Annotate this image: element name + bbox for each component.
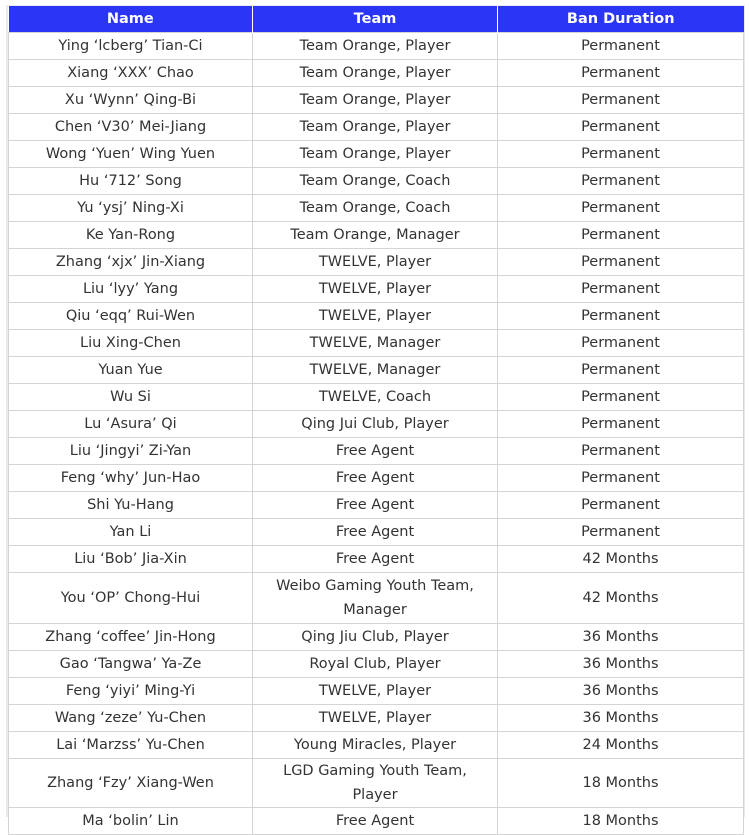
cell-name: Yan Li (9, 519, 253, 546)
table-row (9, 114, 744, 141)
cell-team: Team Orange, Coach (253, 195, 498, 222)
cell-name: Yuan Yue (9, 357, 253, 384)
cell-name: Lai ‘Marzss’ Yu-Chen (9, 732, 253, 759)
table-body (9, 33, 744, 835)
cell-team: Free Agent (253, 492, 498, 519)
cell-ban-duration: Permanent (498, 87, 744, 114)
cell-name: Chen ‘V30’ Mei-Jiang (9, 114, 253, 141)
cell-team: Free Agent (253, 808, 498, 835)
cell-name: Ke Yan-Rong (9, 222, 253, 249)
cell-ban-duration: Permanent (498, 519, 744, 546)
cell-ban-duration: Permanent (498, 249, 744, 276)
table-row (9, 60, 744, 87)
table-row (9, 492, 744, 519)
table-row (9, 384, 744, 411)
cell-name: Zhang ‘xjx’ Jin-Xiang (9, 249, 253, 276)
cell-ban-duration: Permanent (498, 195, 744, 222)
table-row (9, 573, 744, 624)
cell-name: Wu Si (9, 384, 253, 411)
cell-name: Shi Yu-Hang (9, 492, 253, 519)
table-row (9, 465, 744, 492)
cell-name: Zhang ‘Fzy’ Xiang-Wen (9, 759, 253, 808)
cell-ban-duration: 18 Months (498, 759, 744, 808)
cell-ban-duration: Permanent (498, 438, 744, 465)
cell-name: Gao ‘Tangwa’ Ya-Ze (9, 651, 253, 678)
table-row (9, 438, 744, 465)
cell-name: Feng ‘yiyi’ Ming-Yi (9, 678, 253, 705)
cell-name: Liu ‘Jingyi’ Zi-Yan (9, 438, 253, 465)
cell-name: Liu ‘Bob’ Jia-Xin (9, 546, 253, 573)
table-row (9, 705, 744, 732)
table-row (9, 624, 744, 651)
table-row (9, 303, 744, 330)
table-row (9, 808, 744, 835)
cell-team: TWELVE, Player (253, 276, 498, 303)
cell-name: Feng ‘why’ Jun-Hao (9, 465, 253, 492)
cell-ban-duration: Permanent (498, 411, 744, 438)
ban-table (8, 6, 744, 835)
table-row (9, 732, 744, 759)
cell-ban-duration: Permanent (498, 141, 744, 168)
cell-ban-duration: 24 Months (498, 732, 744, 759)
cell-ban-duration: 36 Months (498, 624, 744, 651)
cell-ban-duration: 36 Months (498, 678, 744, 705)
cell-name: Xu ‘Wynn’ Qing-Bi (9, 87, 253, 114)
cell-team: TWELVE, Player (253, 249, 498, 276)
cell-ban-duration: Permanent (498, 60, 744, 87)
cell-name: Ying ‘lcberg’ Tian-Ci (9, 33, 253, 60)
cell-name: Xiang ‘XXX’ Chao (9, 60, 253, 87)
cell-name: Wong ‘Yuen’ Wing Yuen (9, 141, 253, 168)
cell-team: TWELVE, Manager (253, 330, 498, 357)
cell-name: Yu ‘ysj’ Ning-Xi (9, 195, 253, 222)
cell-team: LGD Gaming Youth Team, Player (253, 759, 498, 808)
cell-ban-duration: Permanent (498, 114, 744, 141)
cell-team: Team Orange, Player (253, 60, 498, 87)
table-row (9, 519, 744, 546)
cell-name: Ma ‘bolin’ Lin (9, 808, 253, 835)
cell-ban-duration: Permanent (498, 465, 744, 492)
cell-ban-duration: Permanent (498, 384, 744, 411)
cell-name: Liu ‘lyy’ Yang (9, 276, 253, 303)
cell-team: Young Miracles, Player (253, 732, 498, 759)
table-row (9, 249, 744, 276)
table-row (9, 195, 744, 222)
cell-name: Hu ‘712’ Song (9, 168, 253, 195)
cell-ban-duration: Permanent (498, 33, 744, 60)
cell-team: Royal Club, Player (253, 651, 498, 678)
cell-ban-duration: Permanent (498, 357, 744, 384)
cell-team: Weibo Gaming Youth Team, Manager (253, 573, 498, 624)
header-row (9, 6, 744, 33)
cell-team: TWELVE, Player (253, 678, 498, 705)
cell-team: TWELVE, Player (253, 303, 498, 330)
cell-ban-duration: Permanent (498, 303, 744, 330)
cell-ban-duration: Permanent (498, 276, 744, 303)
cell-name: Qiu ‘eqq’ Rui-Wen (9, 303, 253, 330)
table-row (9, 222, 744, 249)
cell-ban-duration: Permanent (498, 492, 744, 519)
header-ban-duration: Ban Duration (498, 6, 744, 33)
cell-team: Team Orange, Player (253, 87, 498, 114)
cell-ban-duration: Permanent (498, 168, 744, 195)
cell-name: Lu ‘Asura’ Qi (9, 411, 253, 438)
cell-team: Team Orange, Player (253, 33, 498, 60)
cell-team: TWELVE, Coach (253, 384, 498, 411)
table-row (9, 168, 744, 195)
cell-team: Team Orange, Manager (253, 222, 498, 249)
table-row (9, 87, 744, 114)
cell-name: You ‘OP’ Chong-Hui (9, 573, 253, 624)
cell-name: Wang ‘zeze’ Yu-Chen (9, 705, 253, 732)
header-name: Name (9, 6, 253, 33)
cell-ban-duration: Permanent (498, 330, 744, 357)
cell-ban-duration: Permanent (498, 222, 744, 249)
table-row (9, 651, 744, 678)
cell-team: Free Agent (253, 438, 498, 465)
table-row (9, 546, 744, 573)
table-row (9, 33, 744, 60)
cell-team: TWELVE, Manager (253, 357, 498, 384)
cell-team: TWELVE, Player (253, 705, 498, 732)
table-row (9, 330, 744, 357)
cell-ban-duration: 42 Months (498, 573, 744, 624)
cell-team: Qing Jiu Club, Player (253, 624, 498, 651)
cell-team: Team Orange, Player (253, 141, 498, 168)
table-row (9, 141, 744, 168)
cell-team: Free Agent (253, 465, 498, 492)
cell-ban-duration: 18 Months (498, 808, 744, 835)
cell-team: Qing Jui Club, Player (253, 411, 498, 438)
cell-ban-duration: 36 Months (498, 651, 744, 678)
cell-ban-duration: 42 Months (498, 546, 744, 573)
cell-name: Liu Xing-Chen (9, 330, 253, 357)
table-row (9, 678, 744, 705)
table-row (9, 357, 744, 384)
table-row (9, 276, 744, 303)
cell-ban-duration: 36 Months (498, 705, 744, 732)
cell-team: Team Orange, Coach (253, 168, 498, 195)
cell-team: Free Agent (253, 546, 498, 573)
cell-team: Team Orange, Player (253, 114, 498, 141)
cell-team: Free Agent (253, 519, 498, 546)
table-header (9, 6, 744, 33)
header-team: Team (253, 6, 498, 33)
table-row (9, 759, 744, 808)
table-row (9, 411, 744, 438)
cell-name: Zhang ‘coffee’ Jin-Hong (9, 624, 253, 651)
